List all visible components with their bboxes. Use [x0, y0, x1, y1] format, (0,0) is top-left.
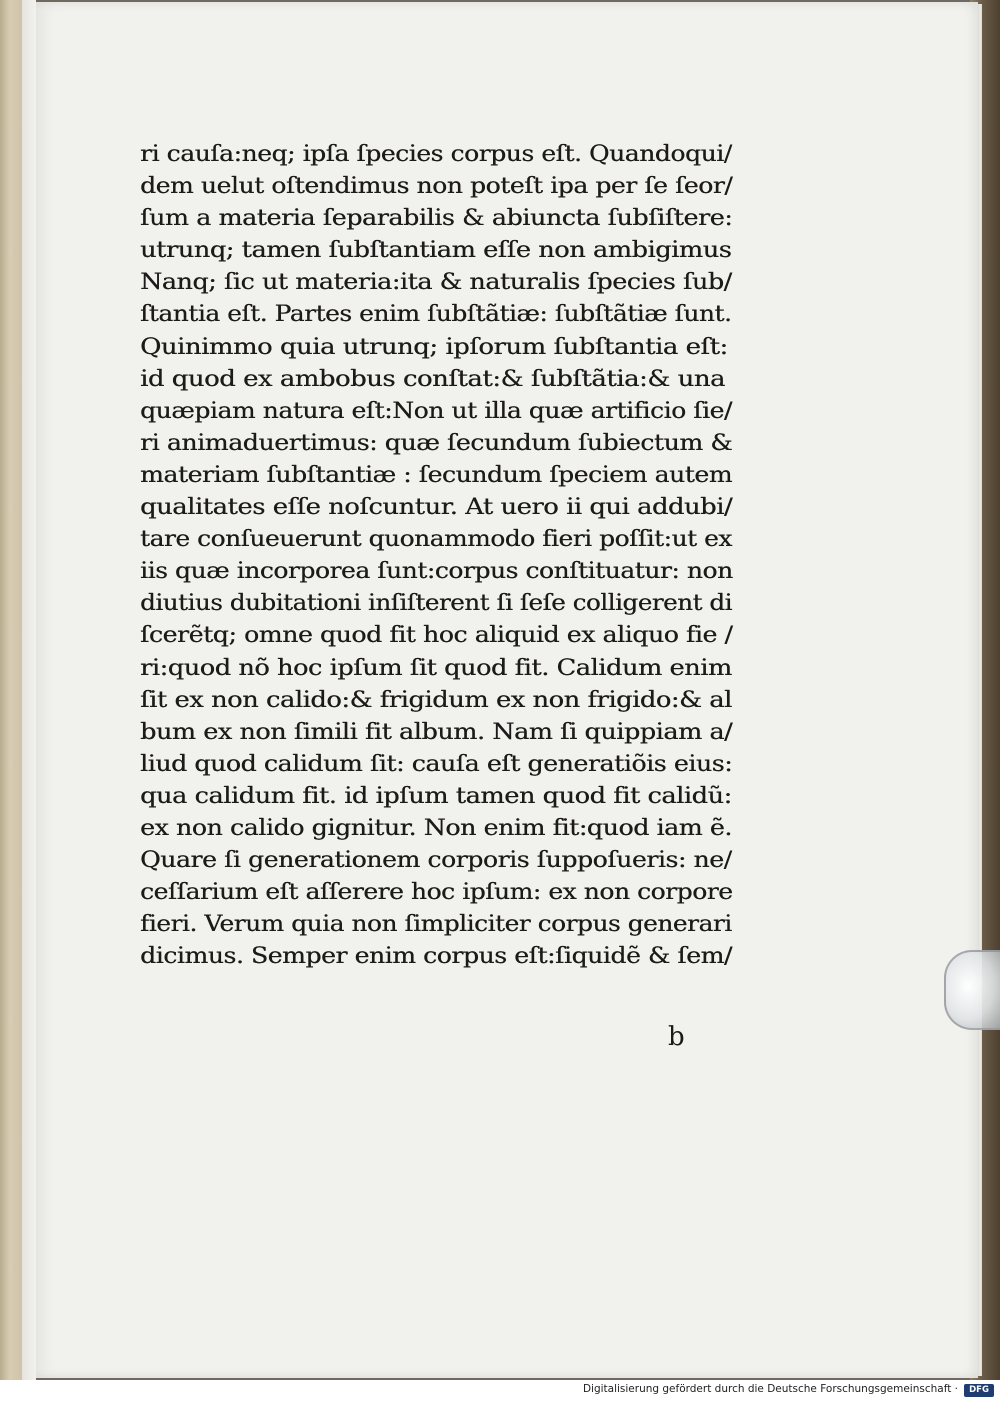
text-line: utrunq; tamen ſubſtantiam eſſe non ambigimus [140, 237, 732, 264]
text-line: ri:quod nõ hoc ipſum ſit quod fit. Calidum enim [140, 654, 732, 681]
left-page-gutter [22, 0, 36, 1380]
left-cover-edge [0, 0, 24, 1380]
mylar-clip-tab [944, 950, 1000, 1030]
text-line: id quod ex ambobus conſtat:& ſubſtãtia:& una [140, 365, 725, 392]
text-line: ri animaduertimus: quæ ſecundum ſubiectum & [140, 429, 733, 456]
text-line: ex non calido gignitur. Non enim fit:quod iam ẽ. [140, 814, 732, 841]
text-line: ſtantia eſt. Partes enim ſubſtãtiæ: ſubſtãtiæ ſunt. [140, 301, 732, 328]
text-line: fieri. Verum quia non ſimpliciter corpus generari [140, 911, 732, 938]
dfg-logo: DFG [964, 1384, 994, 1397]
page-text-block [140, 138, 740, 972]
text-line: Quare ſi generationem corporis ſuppoſueris: ne/ [140, 847, 732, 874]
text-line: materiam ſubſtantiæ : ſecundum ſpeciem autem [140, 461, 733, 488]
text-line: Quinimmo quia utrunq; ipſorum ſubſtantia eſt: [140, 333, 728, 360]
text-line: ſit ex non calido:& frigidum ex non frigido:& al [140, 686, 732, 713]
footer-bar [0, 1380, 1000, 1401]
text-line: ſum a materia ſeparabilis & abiuncta ſubſiſtere: [140, 205, 733, 232]
text-line: dicimus. Semper enim corpus eſt:ſiquidẽ & ſem/ [140, 943, 732, 970]
text-line: iis quæ incorporea ſunt:corpus conſtituatur: non [140, 558, 733, 585]
text-line: ſcerẽtq; omne quod fit hoc aliquid ex aliquo fie / [140, 622, 733, 649]
text-line: qualitates eſſe noſcuntur. At uero ii qui addubi/ [140, 494, 733, 521]
signature-mark: b [668, 1022, 685, 1052]
text-line: liud quod calidum ſit: cauſa eſt generatiõis eius: [140, 750, 733, 777]
text-line: diutius dubitationi inſiſterent ſi ſeſe colligerent di [140, 590, 732, 617]
text-line: quæpiam natura eſt:Non ut illa quæ artificio ſie/ [140, 397, 732, 424]
text-line: ri cauſa:neq; ipſa ſpecies corpus eſt. Quandoqui/ [140, 141, 732, 167]
text-line: Nanq; ſic ut materia:ita & naturalis ſpecies ſub/ [140, 269, 732, 296]
text-line: tare conſueuerunt quonammodo fieri poſſit:ut ex [140, 526, 732, 553]
text-line: ceſſarium eſt aſſerere hoc ipſum: ex non corpore [140, 879, 733, 906]
text-line: dem uelut oſtendimus non poteſt ipa per ſe ſeor/ [140, 173, 733, 200]
text-line: qua calidum fit. id ipſum tamen quod fit calidũ: [140, 782, 732, 809]
funding-notice: Digitalisierung gefördert durch die Deutsche Forschungsgemeinschaft · [582, 1383, 958, 1395]
text-line: bum ex non ſimili fit album. Nam ſi quippiam a/ [140, 718, 733, 745]
